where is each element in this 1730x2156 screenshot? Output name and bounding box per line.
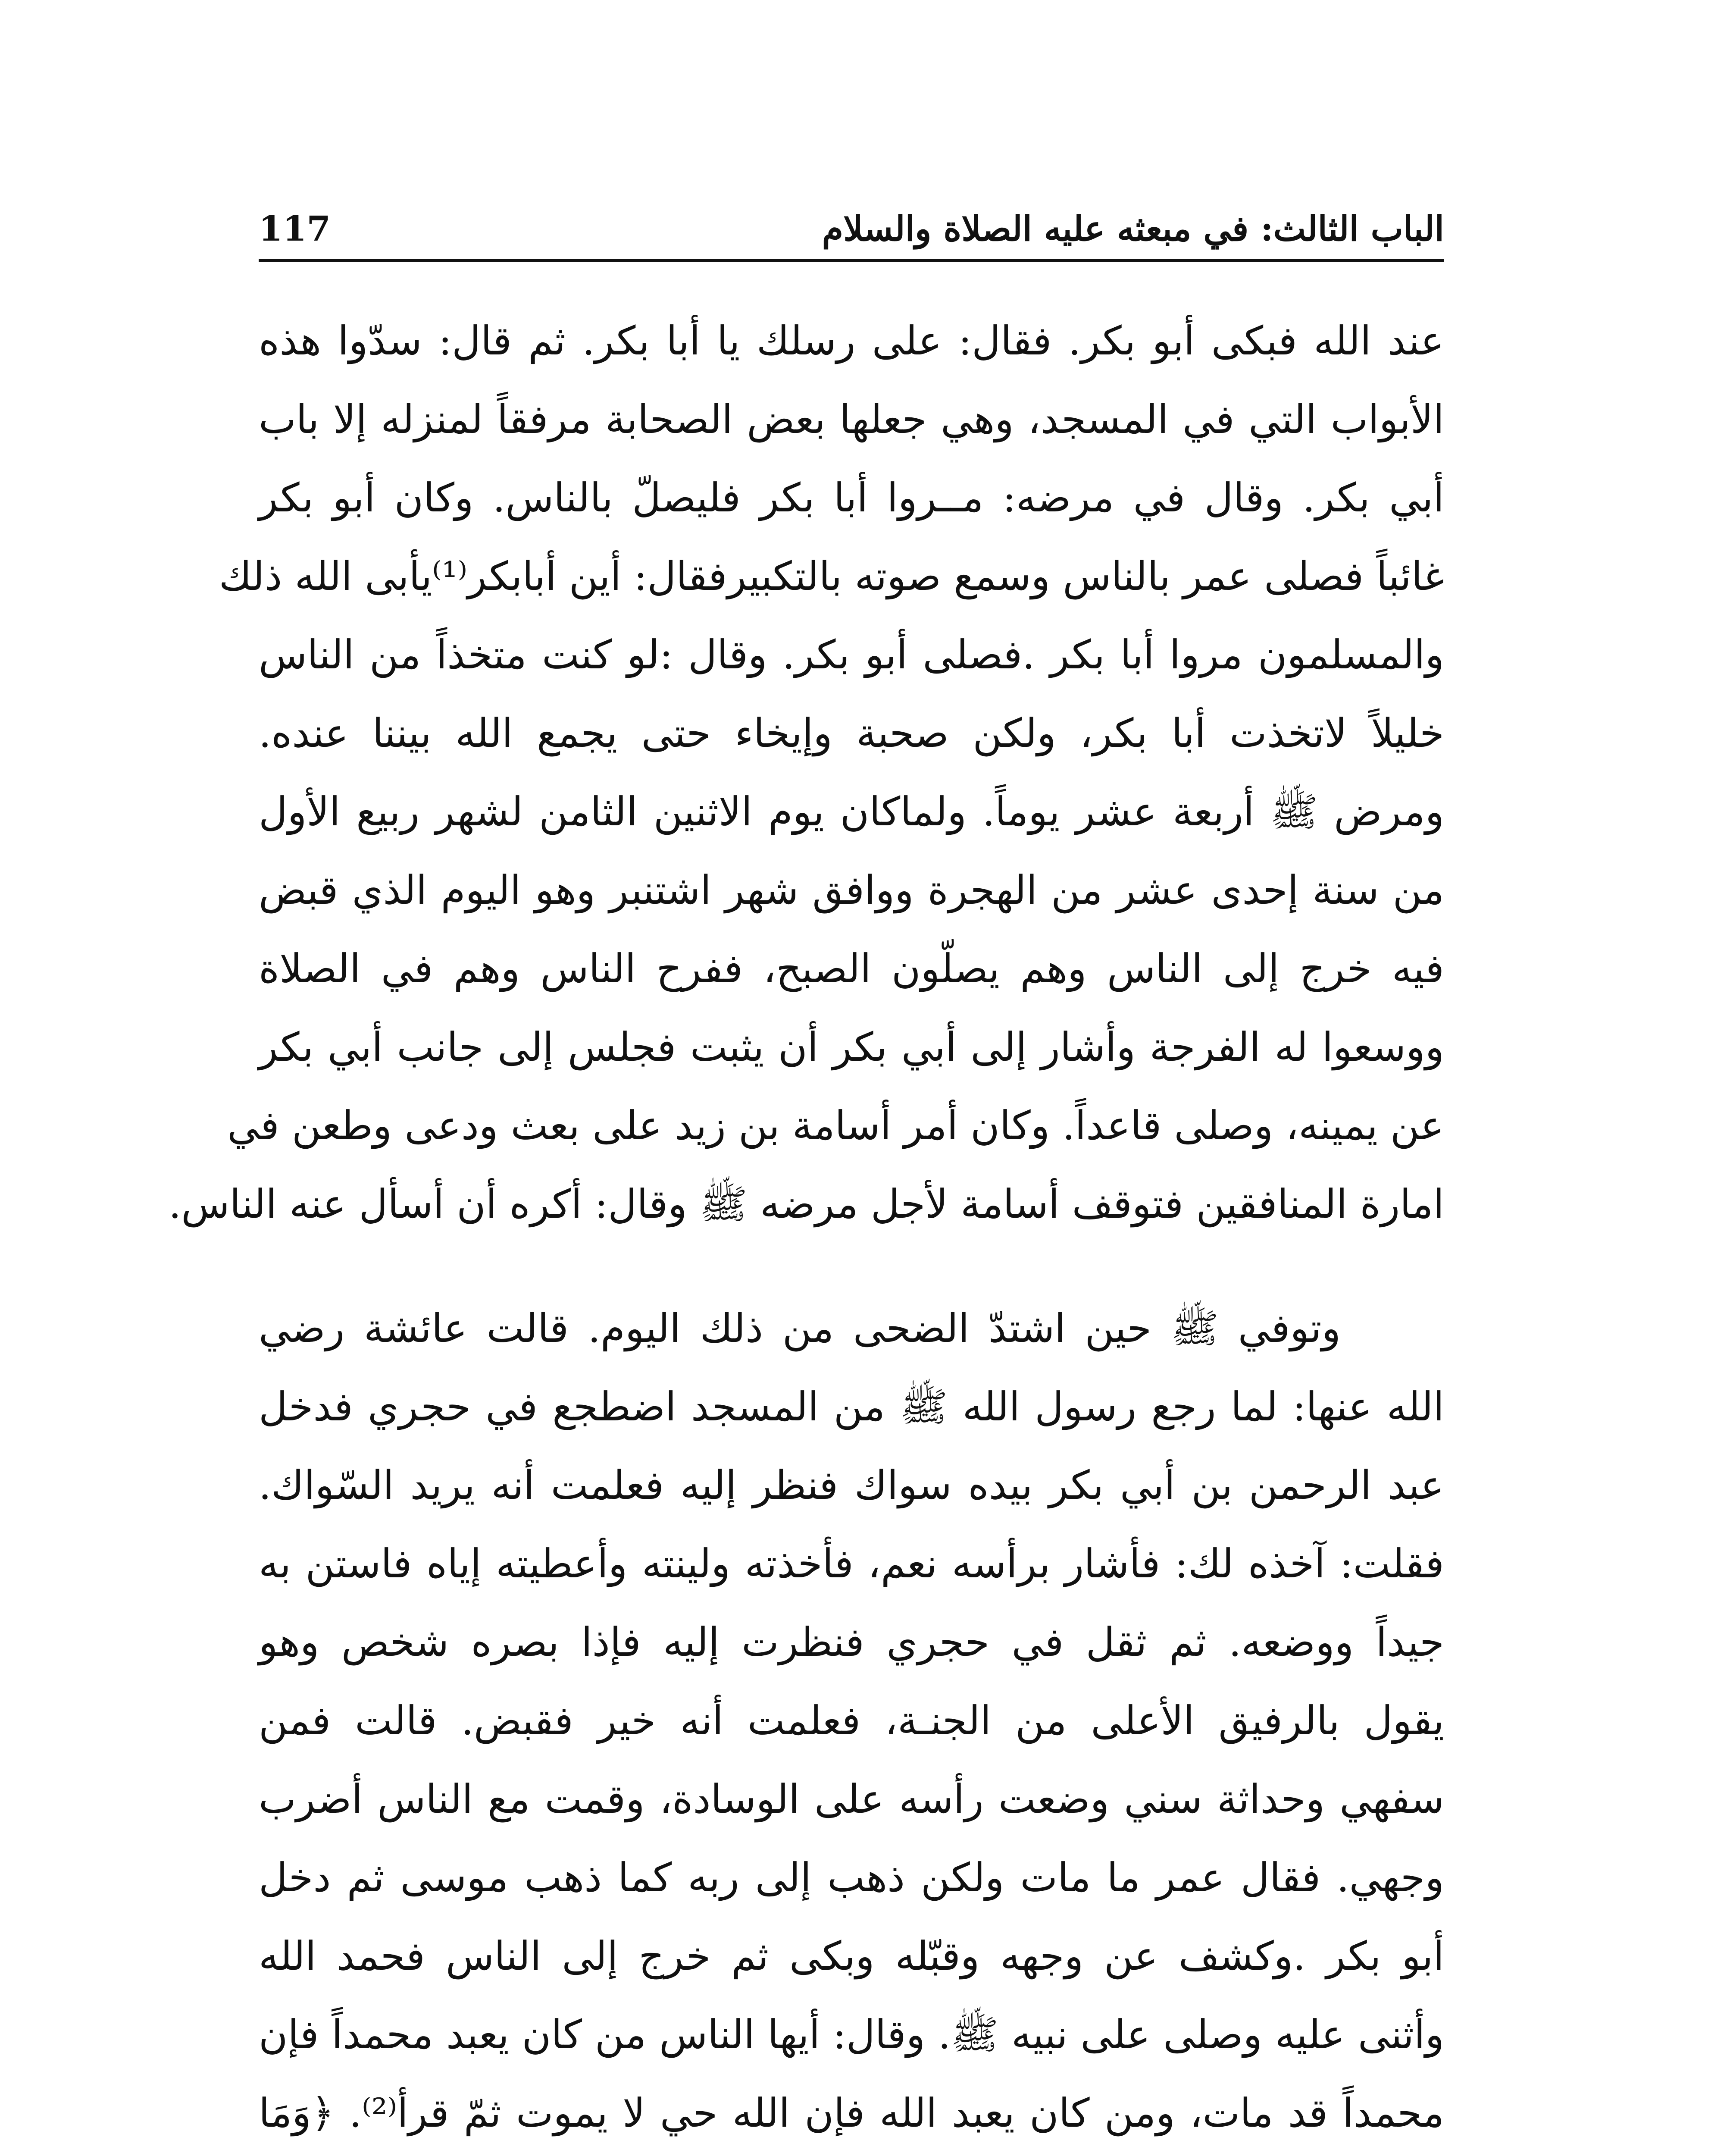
text-line: وجهي. فقال عمر ما مات ولكن ذهب إلى ربه كما ذهب موسى ثم دخل: [259, 1855, 1444, 1901]
text-line: فقلت: آخذه لك: فأشار برأسه نعم، فأخذته ولينته وأعطيته إياه فاستن به: [259, 1541, 1444, 1587]
text-line: أبو بكر .وكشف عن وجهه وقبّله وبكى ثم خرج إلى الناس فحمد الله: [259, 1933, 1444, 1979]
text-line: خليلاً لاتخذت أبا بكر، ولكن صحبة وإيخاء حتى يجمع الله بيننا عنده.: [259, 710, 1444, 756]
text-line: امارة المنافقين فتوقف أسامة لأجل مرضه ﷺ وقال: أكره أن أسأل عنه الناس.: [169, 1181, 1444, 1227]
text-line: الأبواب التي في المسجد، وهي جعلها بعض الصحابة مرفقاً لمنزله إلا باب: [259, 396, 1444, 442]
text-line: والمسلمون مروا أبا بكر .فصلى أبو بكر. وقال :لو كنت متخذاً من الناس: [259, 632, 1444, 678]
text-line: الله عنها: لما رجع رسول الله ﷺ من المسجد اضطجع في حجري فدخل: [259, 1384, 1444, 1430]
text-line: من سنة إحدى عشر من الهجرة ووافق شهر اشتنبر وهو اليوم الذي قبض: [259, 867, 1444, 913]
chapter-title: الباب الثالث: في مبعثه عليه الصلاة والسلام: [822, 208, 1444, 249]
text-line: فيه خرج إلى الناس وهم يصلّون الصبح، ففرح الناس وهم في الصلاة: [259, 946, 1444, 992]
paragraph-1: [169, 302, 1444, 1244]
text-line: عن يمينه، وصلى قاعداً. وكان أمر أسامة بن زيد على بعث ودعى وطعن في: [227, 1103, 1444, 1149]
text-line: أبي بكر. وقال في مرضه: مــروا أبا بكر فليصلّ بالناس. وكان أبو بكر: [259, 475, 1444, 521]
text-line: ومرض ﷺ أربعة عشر يوماً. ولماكان يوم الاثنين الثامن لشهر ربيع الأول: [259, 789, 1444, 835]
running-header: [259, 203, 1444, 263]
text-line: عند الله فبكى أبو بكر. فقال: على رسلك يا أبا بكر. ثم قال: سدّوا هذه: [259, 318, 1444, 364]
text-line: عبد الرحمن بن أبي بكر بيده سواك فنظر إليه فعلمت أنه يريد السّواك.: [259, 1462, 1444, 1508]
text-line: وأثنى عليه وصلى على نبيه ﷺ. وقال: أيها الناس من كان يعبد محمداً فإن: [259, 2012, 1444, 2058]
header-rule: [259, 259, 1444, 262]
text-line: جيداً ووضعه. ثم ثقل في حجري فنظرت إليه فإذا بصره شخص وهو: [259, 1619, 1444, 1665]
text-line: سفهي وحداثة سني وضعت رأسه على الوسادة، وقمت مع الناس أضرب: [259, 1776, 1444, 1822]
text-line: يقول بالرفيق الأعلى من الجنـة، فعلمت أنه خير فقبض. قالت فمن: [259, 1698, 1444, 1744]
paragraph-2: [259, 1289, 1444, 2153]
text-line: ووسعوا له الفرجة وأشار إلى أبي بكر أن يثبت فجلس إلى جانب أبي بكر: [259, 1024, 1444, 1070]
text-line: وتوفي ﷺ حين اشتدّ الضحى من ذلك اليوم. قالت عائشة رضي: [259, 1305, 1341, 1351]
text-line: محمداً قد مات، ومن كان يعبد الله فإن الله حي لا يموت ثمّ قرأ⁽²⁾. ﴿وَمَا: [259, 2090, 1444, 2136]
text-line: غائباً فصلى عمر بالناس وسمع صوته بالتكبيرفقال: أين أبابكر⁽¹⁾يأبى الله ذلك: [219, 553, 1444, 599]
page-number: 117: [259, 208, 331, 249]
